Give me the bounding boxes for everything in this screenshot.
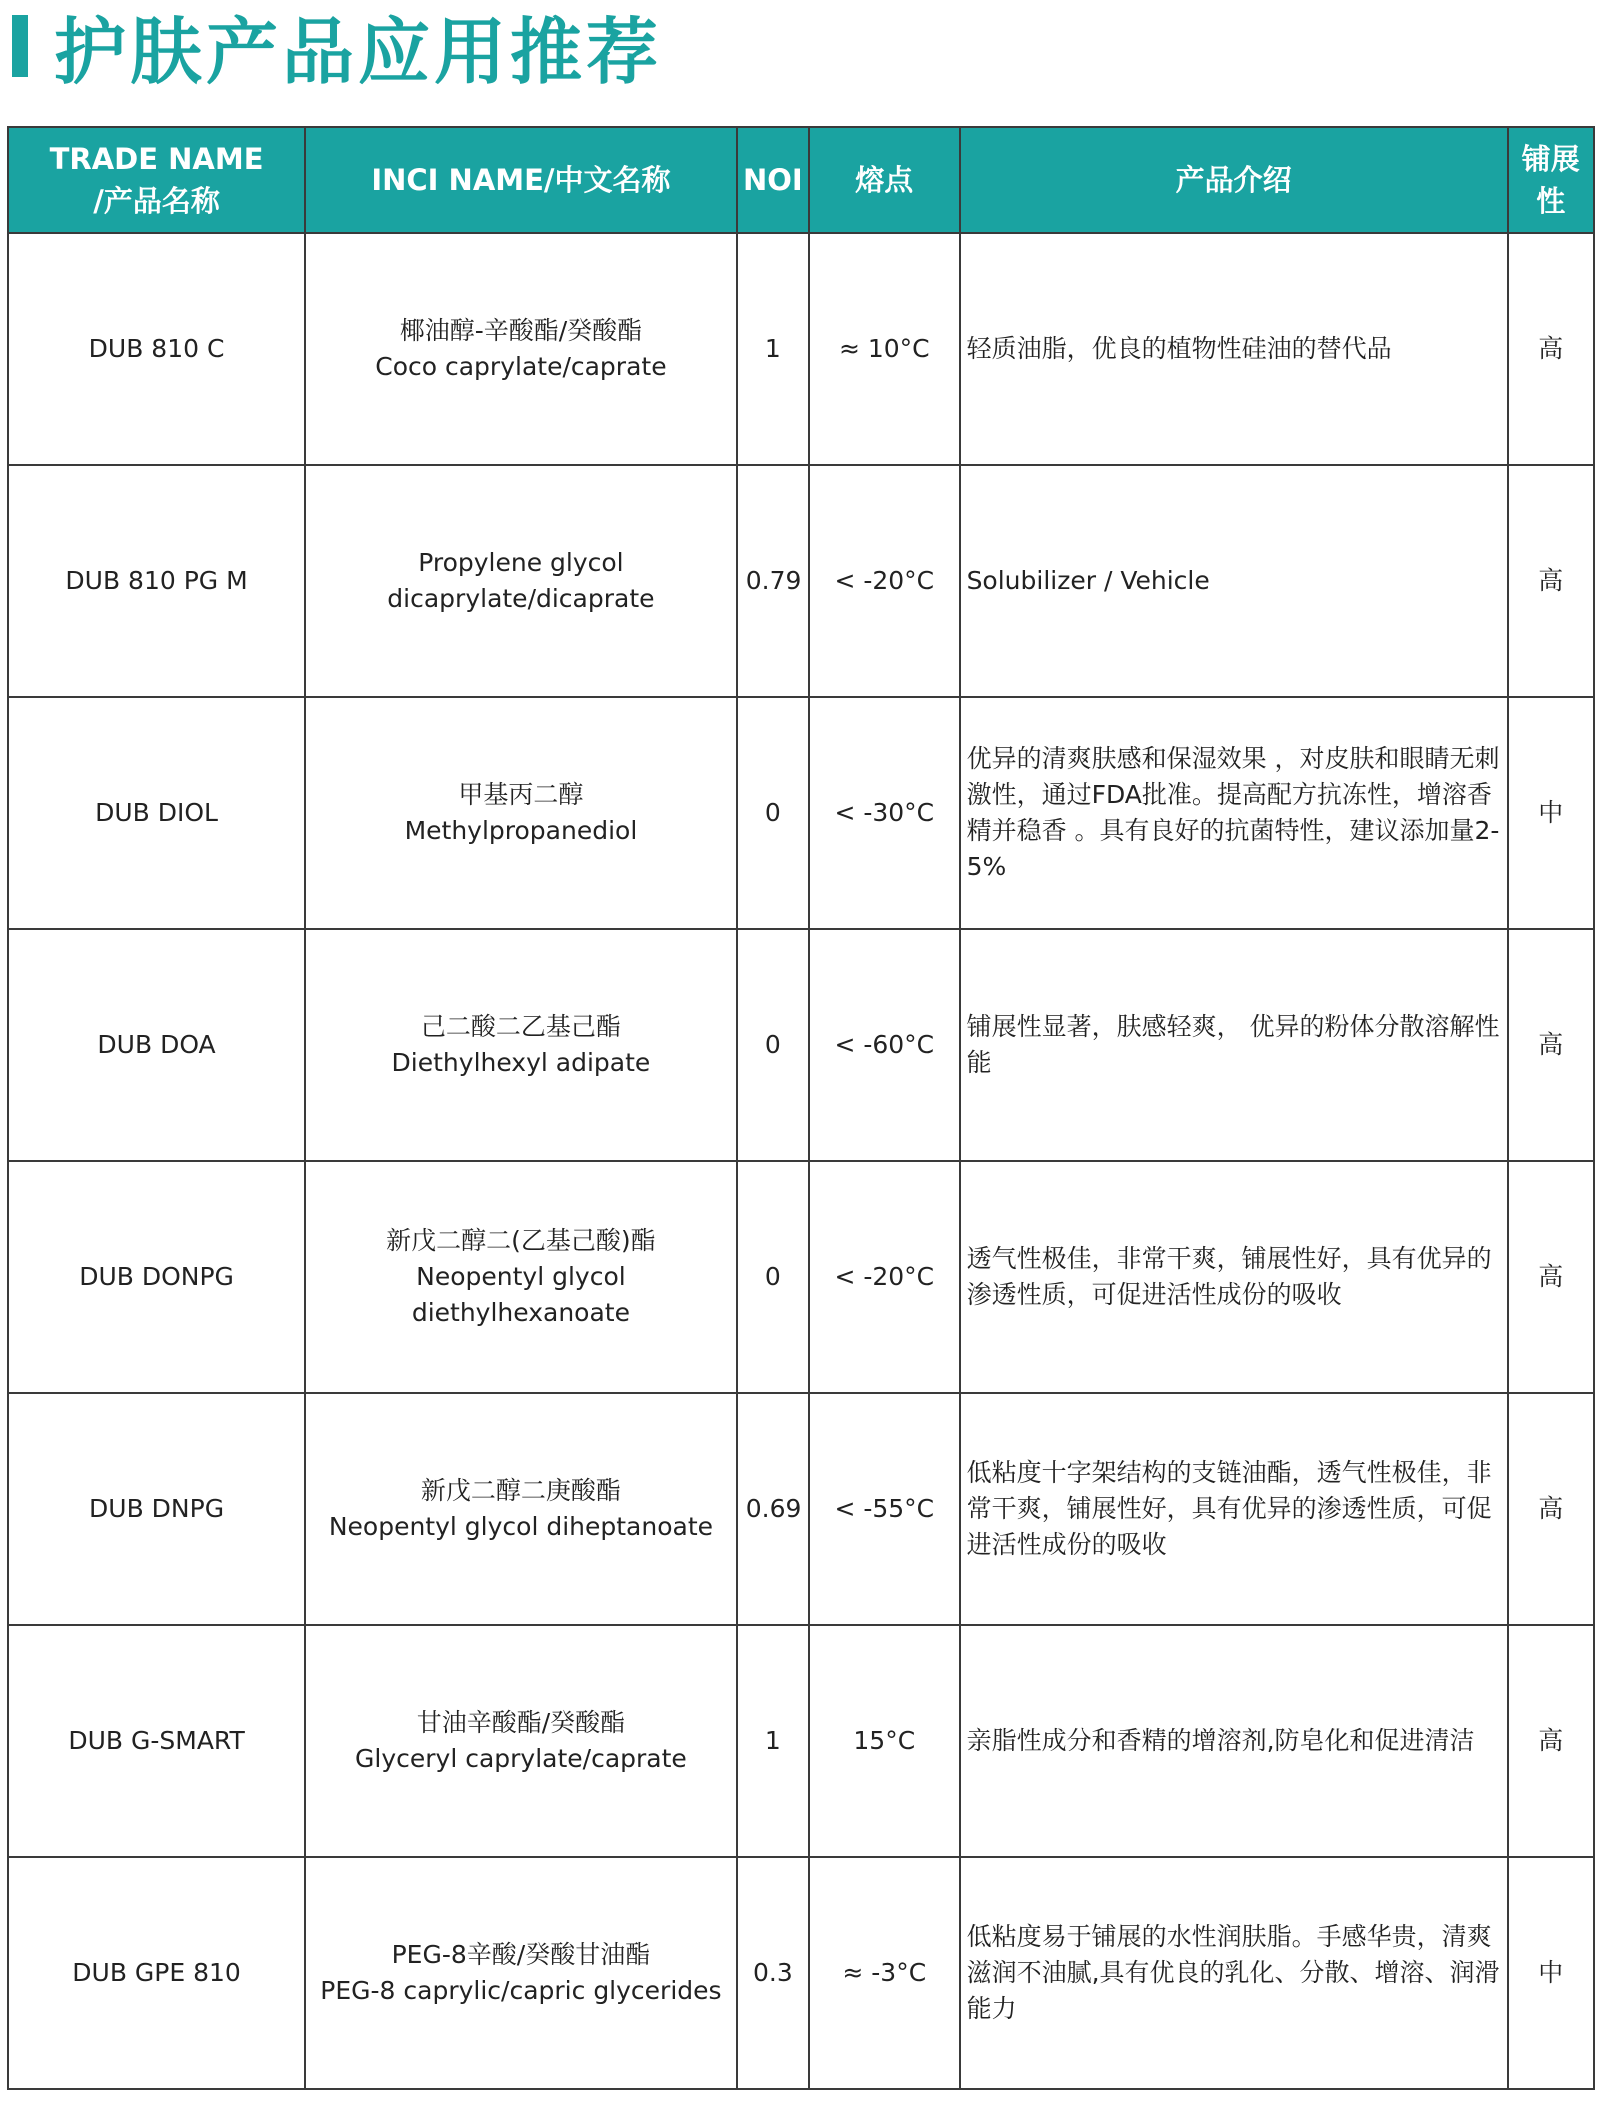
cell-melting-point: ≈ -3°C bbox=[809, 1857, 960, 2089]
cell-description: Solubilizer / Vehicle bbox=[960, 465, 1508, 697]
cell-description: 亲脂性成分和香精的增溶剂,防皂化和促进清洁 bbox=[960, 1625, 1508, 1857]
inci-line-2: Methylpropanediol bbox=[404, 816, 638, 845]
cell-trade-name: DUB DONPG bbox=[8, 1161, 305, 1393]
table-row bbox=[8, 1857, 1594, 2089]
cell-noi: 0.3 bbox=[737, 1857, 809, 2089]
inci-line-2: Glyceryl caprylate/caprate bbox=[355, 1744, 687, 1773]
inci-line-2: dicaprylate/dicaprate bbox=[387, 584, 655, 613]
inci-line-1: Propylene glycol bbox=[418, 548, 624, 577]
cell-noi: 0 bbox=[737, 929, 809, 1161]
inci-line-1: 新戊二醇二庚酸酯 bbox=[420, 1476, 621, 1505]
inci-line-1: 椰油醇-辛酸酯/癸酸酯 bbox=[399, 316, 643, 345]
header-melting-point: 熔点 bbox=[809, 127, 960, 233]
cell-trade-name: DUB GPE 810 bbox=[8, 1857, 305, 2089]
cell-melting-point: < -20°C bbox=[809, 1161, 960, 1393]
cell-inci-name bbox=[305, 233, 737, 465]
cell-trade-name: DUB DOA bbox=[8, 929, 305, 1161]
cell-description: 优异的清爽肤感和保湿效果 ，对皮肤和眼睛无刺激性，通过FDA批准。提高配方抗冻性，增溶香精并稳香 。具有良好的抗菌特性，建议添加量2-5% bbox=[960, 697, 1508, 929]
cell-spreadability: 高 bbox=[1508, 929, 1594, 1161]
inci-line-1: 己二酸二乙基己酯 bbox=[420, 1012, 621, 1041]
cell-spreadability: 高 bbox=[1508, 233, 1594, 465]
cell-spreadability: 中 bbox=[1508, 1857, 1594, 2089]
table-row bbox=[8, 1393, 1594, 1625]
cell-inci-name bbox=[305, 1393, 737, 1625]
cell-trade-name: DUB 810 PG M bbox=[8, 465, 305, 697]
inci-line-2: Neopentyl glycol diethylhexanoate bbox=[411, 1262, 630, 1327]
cell-spreadability: 高 bbox=[1508, 1161, 1594, 1393]
product-table bbox=[7, 126, 1595, 2090]
inci-line-2: Coco caprylate/caprate bbox=[375, 352, 667, 381]
header-noi: NOI bbox=[737, 127, 809, 233]
cell-trade-name: DUB DNPG bbox=[8, 1393, 305, 1625]
header-description: 产品介绍 bbox=[960, 127, 1508, 233]
table-header-row bbox=[8, 127, 1594, 233]
cell-inci-name bbox=[305, 1857, 737, 2089]
cell-noi: 1 bbox=[737, 1625, 809, 1857]
cell-melting-point: ≈ 10°C bbox=[809, 233, 960, 465]
cell-description: 低粘度易于铺展的水性润肤脂。手感华贵，清爽滋润不油腻,具有优良的乳化、分散、增溶、润滑能力 bbox=[960, 1857, 1508, 2089]
table-row bbox=[8, 465, 1594, 697]
table-row bbox=[8, 1161, 1594, 1393]
inci-line-2: PEG-8 caprylic/capric glycerides bbox=[320, 1976, 722, 2005]
cell-inci-name bbox=[305, 697, 737, 929]
cell-description: 轻质油脂，优良的植物性硅油的替代品 bbox=[960, 233, 1508, 465]
cell-trade-name: DUB DIOL bbox=[8, 697, 305, 929]
cell-spreadability: 高 bbox=[1508, 1625, 1594, 1857]
cell-noi: 1 bbox=[737, 233, 809, 465]
cell-inci-name bbox=[305, 1161, 737, 1393]
header-inci-name: INCI NAME/中文名称 bbox=[305, 127, 737, 233]
cell-spreadability: 中 bbox=[1508, 697, 1594, 929]
cell-noi: 0.69 bbox=[737, 1393, 809, 1625]
inci-line-1: 甲基丙二醇 bbox=[458, 780, 584, 809]
cell-spreadability: 高 bbox=[1508, 465, 1594, 697]
cell-description: 透气性极佳，非常干爽，铺展性好，具有优异的渗透性质，可促进活性成份的吸收 bbox=[960, 1161, 1508, 1393]
inci-line-2: Neopentyl glycol diheptanoate bbox=[328, 1512, 714, 1541]
header-trade-name: TRADE NAME /产品名称 bbox=[8, 127, 305, 233]
cell-noi: 0.79 bbox=[737, 465, 809, 697]
cell-spreadability: 高 bbox=[1508, 1393, 1594, 1625]
table-row bbox=[8, 929, 1594, 1161]
cell-noi: 0 bbox=[737, 1161, 809, 1393]
cell-inci-name bbox=[305, 1625, 737, 1857]
inci-line-2: Diethylhexyl adipate bbox=[391, 1048, 651, 1077]
cell-inci-name bbox=[305, 465, 737, 697]
header-spreadability: 铺展 性 bbox=[1508, 127, 1594, 233]
page-title: 护肤产品应用推荐 bbox=[54, 10, 663, 94]
cell-trade-name: DUB G-SMART bbox=[8, 1625, 305, 1857]
cell-melting-point: < -20°C bbox=[809, 465, 960, 697]
table-row bbox=[8, 697, 1594, 929]
cell-description: 铺展性显著，肤感轻爽， 优异的粉体分散溶解性能 bbox=[960, 929, 1508, 1161]
cell-trade-name: DUB 810 C bbox=[8, 233, 305, 465]
inci-line-1: PEG-8辛酸/癸酸甘油酯 bbox=[391, 1940, 651, 1969]
page-header bbox=[12, 0, 662, 92]
inci-line-1: 新戊二醇二(乙基己酸)酯 bbox=[386, 1226, 656, 1255]
title-accent-bar bbox=[12, 15, 28, 77]
cell-description: 低粘度十字架结构的支链油酯，透气性极佳，非常干爽，铺展性好，具有优异的渗透性质，可促进活性成份的吸收 bbox=[960, 1393, 1508, 1625]
table-row bbox=[8, 233, 1594, 465]
cell-melting-point: < -55°C bbox=[809, 1393, 960, 1625]
cell-melting-point: 15°C bbox=[809, 1625, 960, 1857]
cell-melting-point: < -30°C bbox=[809, 697, 960, 929]
cell-noi: 0 bbox=[737, 697, 809, 929]
table-row bbox=[8, 1625, 1594, 1857]
cell-inci-name bbox=[305, 929, 737, 1161]
cell-melting-point: < -60°C bbox=[809, 929, 960, 1161]
inci-line-1: 甘油辛酸酯/癸酸酯 bbox=[416, 1708, 626, 1737]
